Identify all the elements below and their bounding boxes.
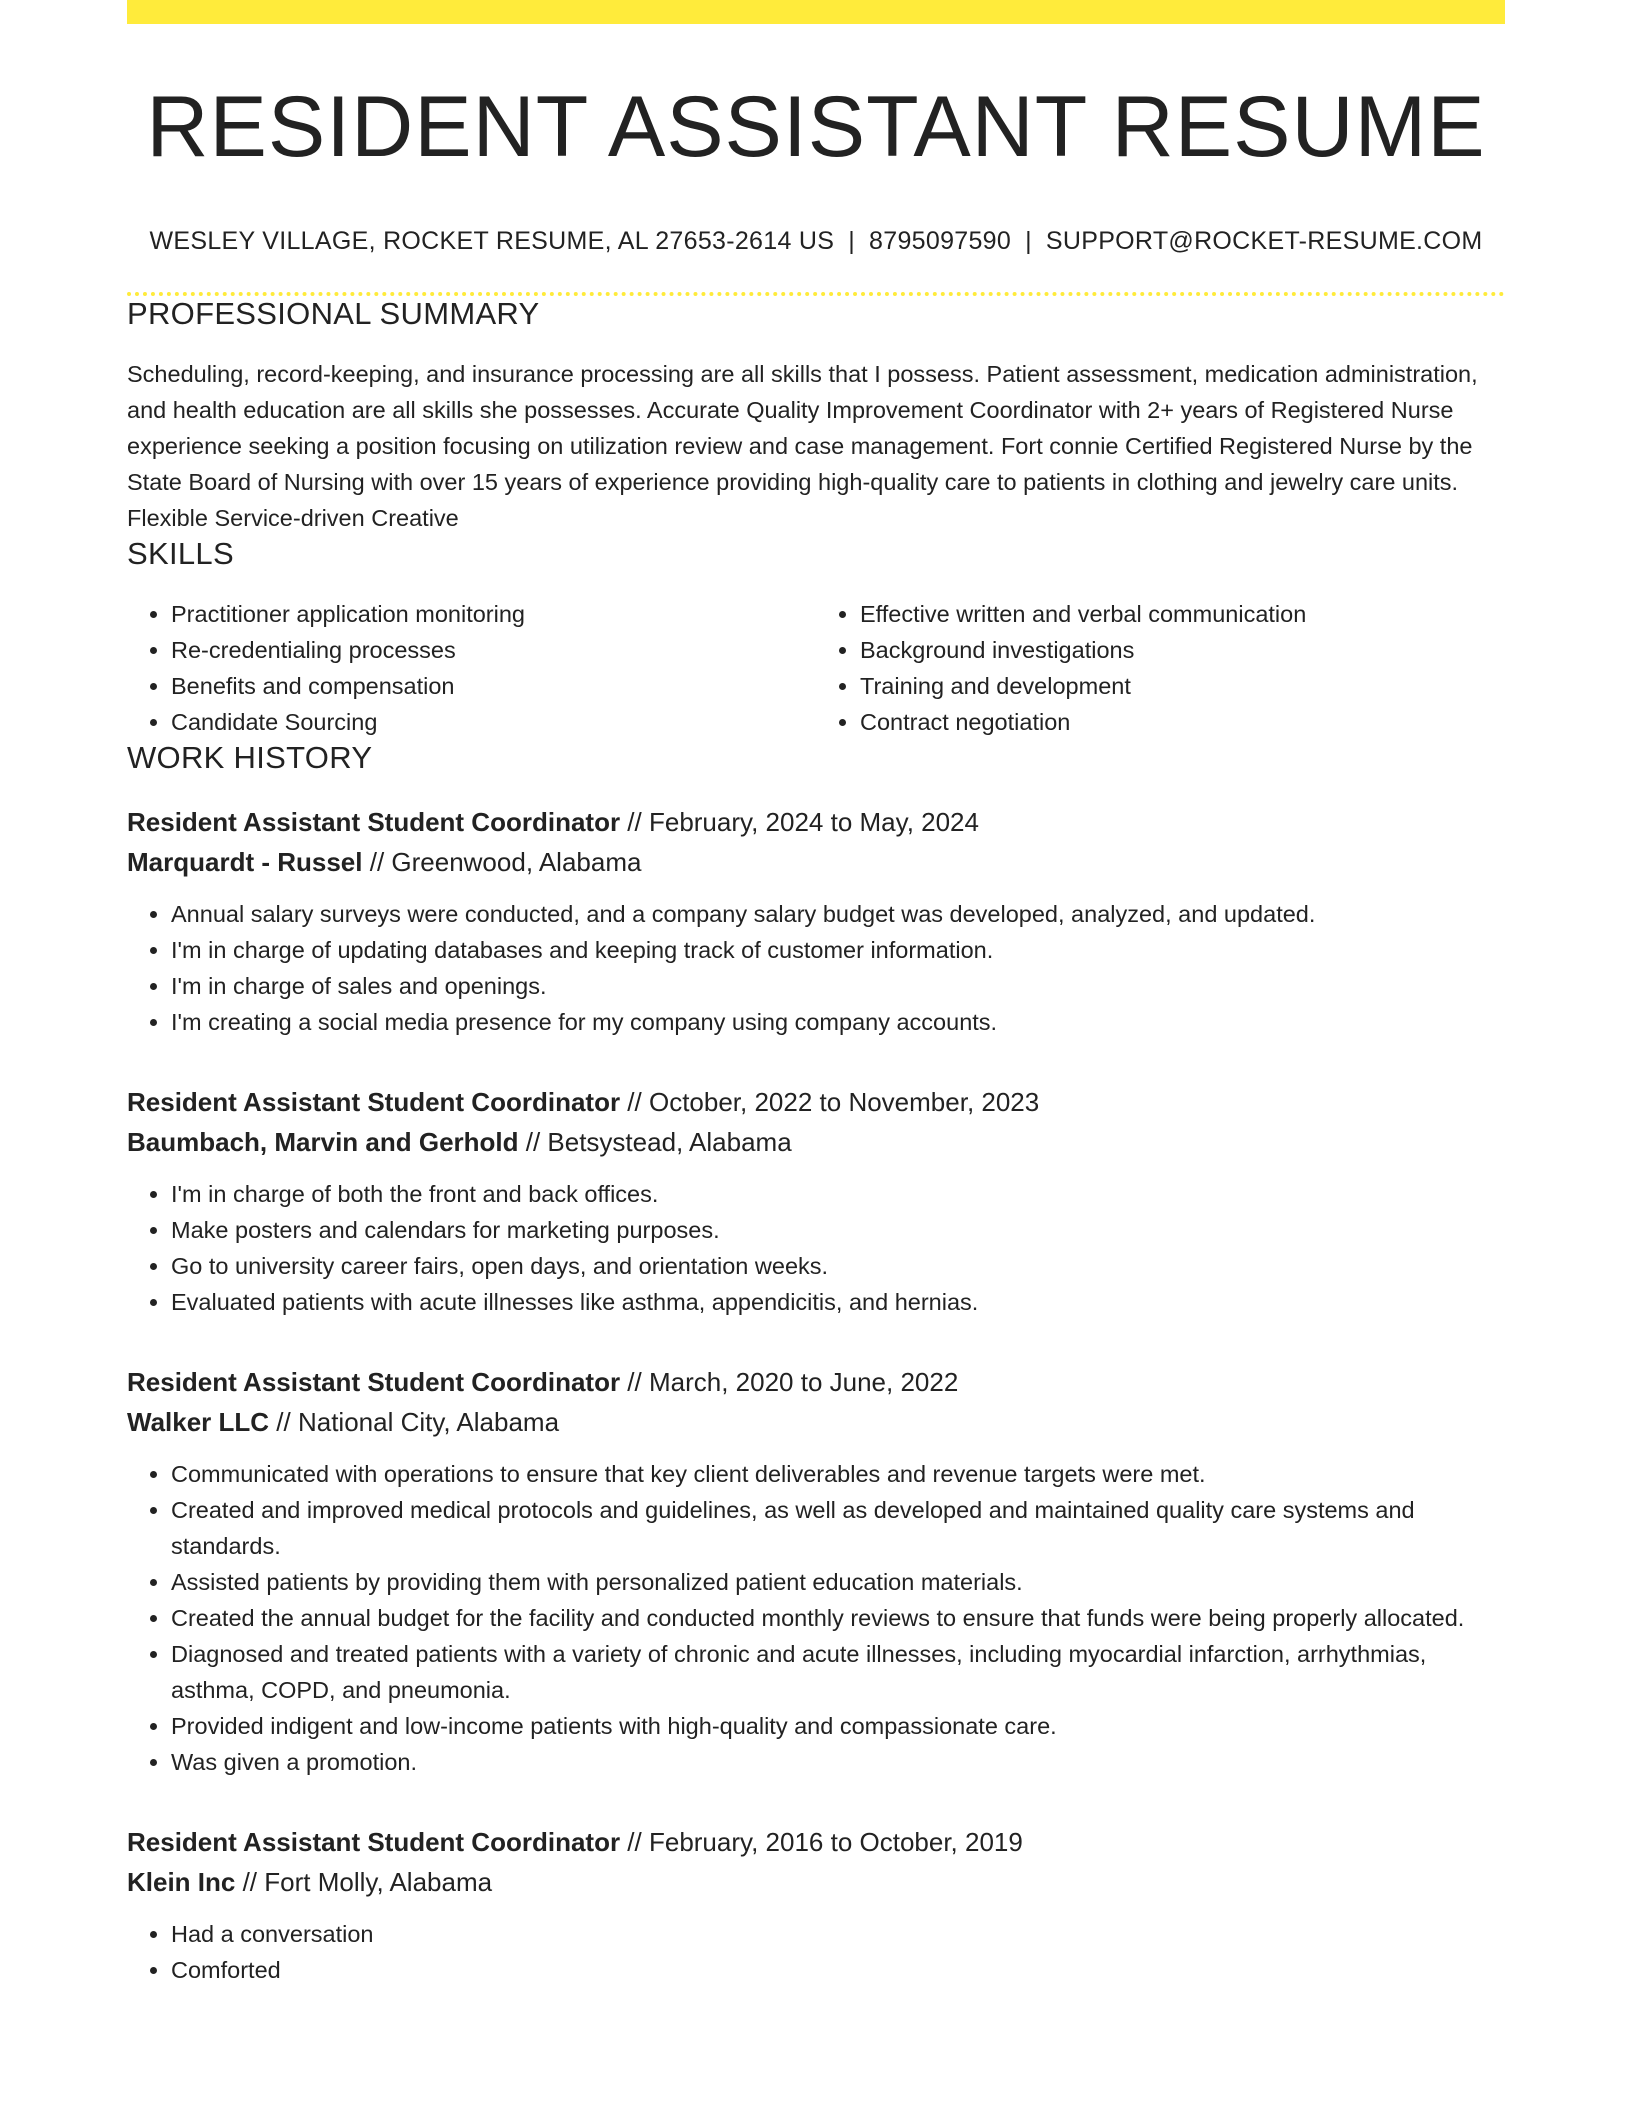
- work-history-heading: WORK HISTORY: [127, 739, 373, 775]
- job-company: Walker LLC: [127, 1406, 270, 1437]
- job-location: // Betsystead, Alabama: [518, 1126, 792, 1157]
- skill-item: • Training and development: [860, 668, 1505, 704]
- job-company-line: [127, 1402, 1505, 1442]
- job-bullet: • Provided indigent and low-income patients with high-quality and compassionate care.: [171, 1708, 1505, 1744]
- contact-separator: |: [848, 226, 856, 255]
- job-title-line: [127, 1362, 1505, 1402]
- job-bullet: • Created and improved medical protocols and guidelines, as well as developed and maintained quality care systems and standards.: [171, 1492, 1505, 1564]
- job-bullets: [127, 1456, 1505, 1780]
- job-bullet: • Evaluated patients with acute illnesses like asthma, appendicitis, and hernias.: [171, 1284, 1505, 1320]
- job-company: Marquardt - Russel: [127, 846, 363, 877]
- job-dates: // March, 2020 to June, 2022: [620, 1366, 959, 1397]
- job-bullet: • Created the annual budget for the facility and conducted monthly reviews to ensure that funds were being properly allocated.: [171, 1600, 1505, 1636]
- resume-title: RESIDENT ASSISTANT RESUME: [146, 79, 1486, 175]
- job-title: Resident Assistant Student Coordinator: [127, 1086, 621, 1117]
- contact-phone[interactable]: 8795097590: [869, 226, 1012, 255]
- resume-page: [127, 0, 1505, 1988]
- job-title: Resident Assistant Student Coordinator: [127, 806, 621, 837]
- job-bullet: • Communicated with operations to ensure that key client deliverables and revenue targets were met.: [171, 1456, 1505, 1492]
- contact-address: WESLEY VILLAGE, ROCKET RESUME, AL 27653-2614 US: [149, 226, 835, 255]
- contact-separator: |: [1025, 226, 1032, 255]
- job-dates: // February, 2016 to October, 2019: [620, 1826, 1023, 1857]
- skill-item: • Background investigations: [860, 632, 1505, 668]
- job-bullet: • I'm in charge of sales and openings.: [171, 968, 1505, 1004]
- job-location: // Fort Molly, Alabama: [235, 1866, 493, 1897]
- skill-item: • Practitioner application monitoring: [171, 596, 816, 632]
- job-location: // Greenwood, Alabama: [362, 846, 642, 877]
- job-bullet: • Annual salary surveys were conducted, and a company salary budget was developed, analyzed, and updated.: [171, 896, 1505, 932]
- job-title-line: [127, 1822, 1505, 1862]
- skills-heading: SKILLS: [127, 535, 234, 571]
- job-company: Klein Inc: [127, 1866, 236, 1897]
- job-company-line: [127, 842, 1505, 882]
- skill-item: • Re-credentialing processes: [171, 632, 816, 668]
- job-bullet: • Had a conversation: [171, 1916, 1505, 1952]
- job-bullet: • Go to university career fairs, open days, and orientation weeks.: [171, 1248, 1505, 1284]
- skill-item: • Candidate Sourcing: [171, 704, 816, 740]
- job-bullet: • I'm in charge of both the front and back offices.: [171, 1176, 1505, 1212]
- job-dates: // February, 2024 to May, 2024: [620, 806, 979, 837]
- job-company: Baumbach, Marvin and Gerhold: [127, 1126, 519, 1157]
- job-title-line: [127, 1082, 1505, 1122]
- job-bullets: [127, 1916, 1505, 1988]
- contact-line: [127, 227, 1505, 256]
- skill-item: • Contract negotiation: [860, 704, 1505, 740]
- job-bullet: • I'm in charge of updating databases and keeping track of customer information.: [171, 932, 1505, 968]
- job-title: Resident Assistant Student Coordinator: [127, 1826, 621, 1857]
- skills-column-right: [816, 596, 1505, 740]
- job-company-line: [127, 1122, 1505, 1162]
- job-entry: [127, 1362, 1505, 1780]
- job-bullets: [127, 896, 1505, 1040]
- job-entry: [127, 1822, 1505, 1988]
- job-bullet: • I'm creating a social media presence for my company using company accounts.: [171, 1004, 1505, 1040]
- job-bullet: • Assisted patients by providing them with personalized patient education materials.: [171, 1564, 1505, 1600]
- skills-column-left: [127, 596, 816, 740]
- job-location: // National City, Alabama: [269, 1406, 560, 1437]
- job-entry: [127, 1082, 1505, 1320]
- accent-top-bar: [127, 0, 1505, 24]
- skills-list: [127, 596, 1505, 740]
- job-dates: // October, 2022 to November, 2023: [620, 1086, 1040, 1117]
- contact-email[interactable]: SUPPORT@ROCKET-RESUME.COM: [1045, 226, 1483, 255]
- job-entry: [127, 802, 1505, 1040]
- skill-item: • Benefits and compensation: [171, 668, 816, 704]
- job-bullets: [127, 1176, 1505, 1320]
- job-bullet: • Was given a promotion.: [171, 1744, 1505, 1780]
- job-title-line: [127, 802, 1505, 842]
- skill-item: • Effective written and verbal communication: [860, 596, 1505, 632]
- job-title: Resident Assistant Student Coordinator: [127, 1366, 621, 1397]
- summary-heading: PROFESSIONAL SUMMARY: [127, 295, 540, 331]
- job-bullet: • Make posters and calendars for marketing purposes.: [171, 1212, 1505, 1248]
- job-bullet: • Comforted: [171, 1952, 1505, 1988]
- job-bullet: • Diagnosed and treated patients with a variety of chronic and acute illnesses, including myocardial infarction, arrhythmias, asthma, COPD, and pneumonia.: [171, 1636, 1505, 1708]
- summary-text: Scheduling, record-keeping, and insurance processing are all skills that I possess. Patient assessment, medication administration, and health education are all skills she possesses. Accurate Quality Improvement Coordinator with 2+ years of Registered Nurse experience seeking a position focusing on utilization review and case management. Fort connie Certified Registered Nurse by the State Board of Nursing with over 15 years of experience providing high-quality care to patients in clothing and jewelry care units. Flexible Service-driven Creative: [127, 360, 1478, 531]
- job-company-line: [127, 1862, 1505, 1902]
